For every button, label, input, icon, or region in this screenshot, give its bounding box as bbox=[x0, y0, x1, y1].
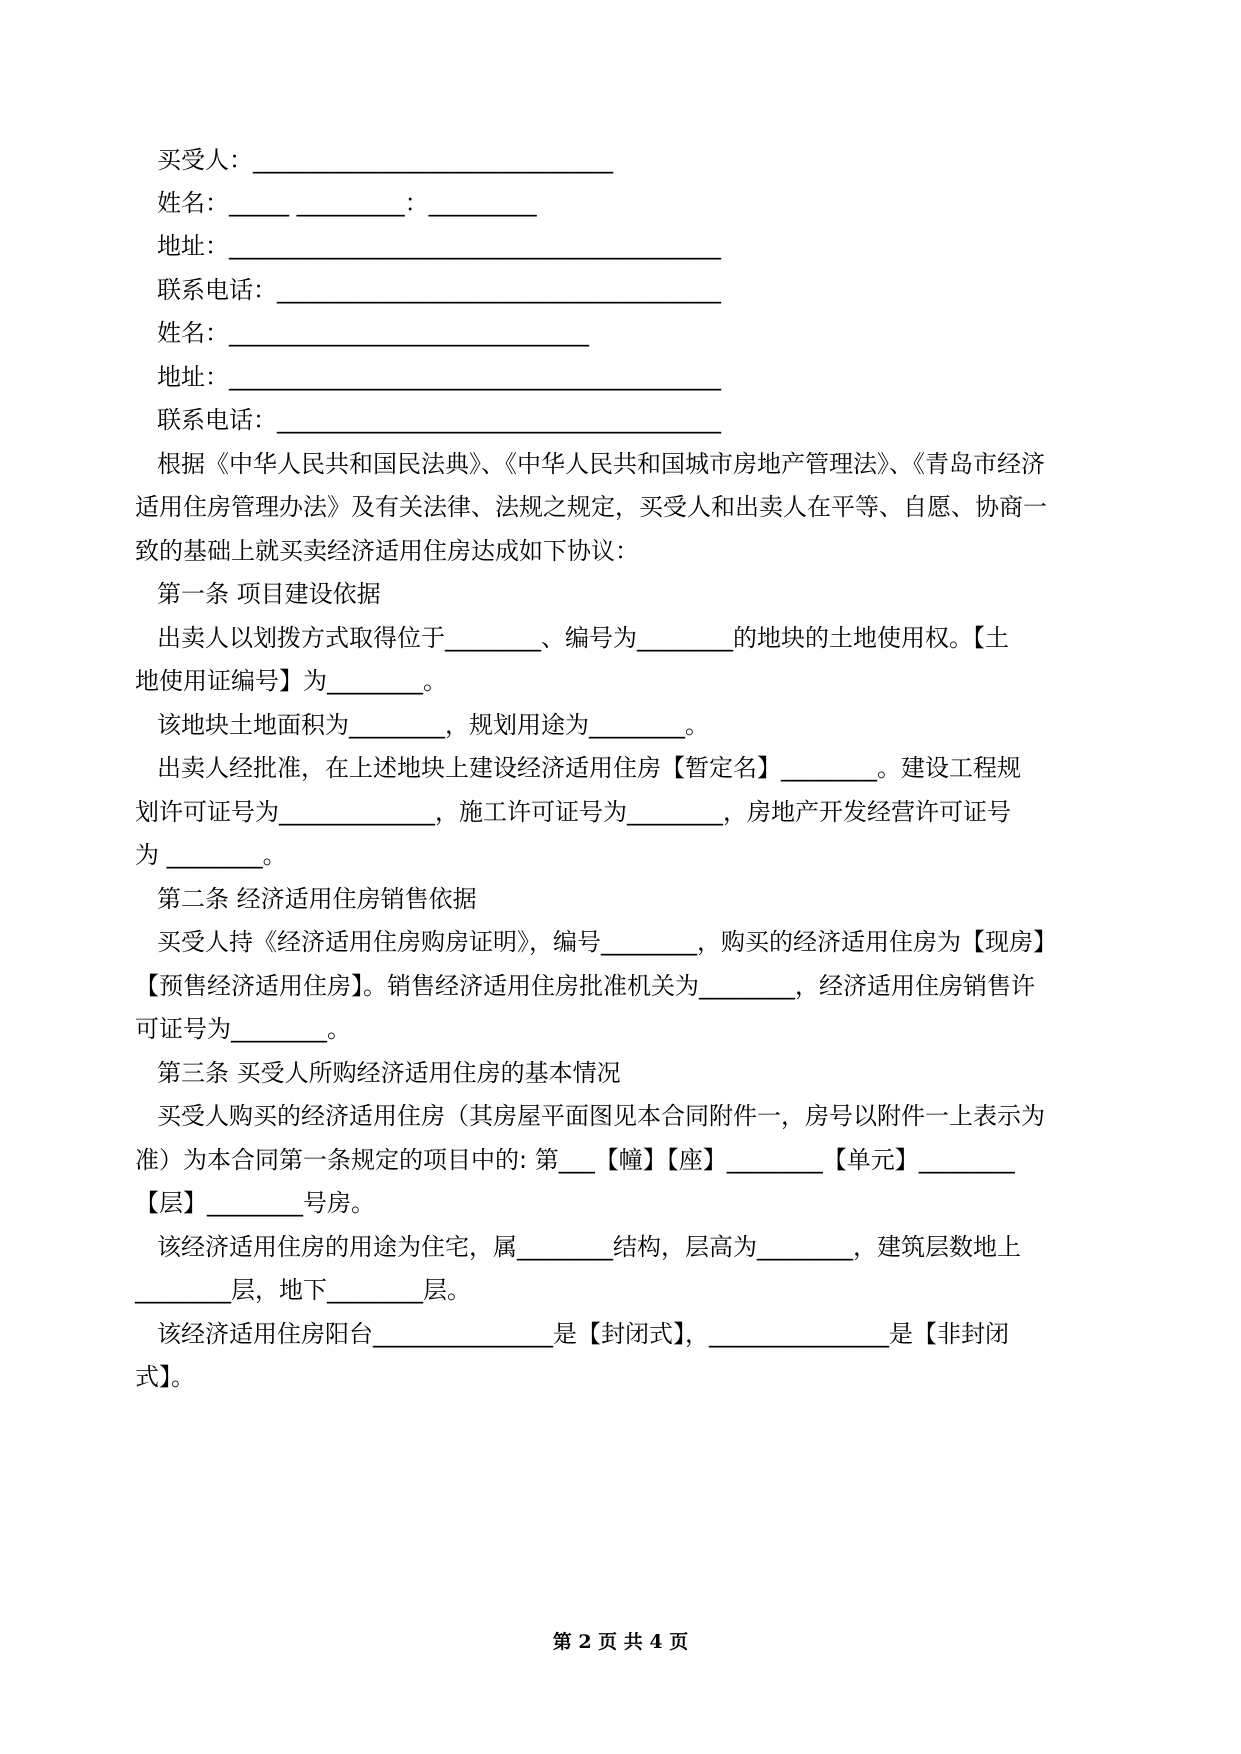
article-1-line-6: 为 ________。 bbox=[135, 841, 287, 869]
page-footer: 第 2 页 共 4 页 bbox=[552, 1631, 689, 1653]
article-3-line-4: 该经济适用住房的用途为住宅，属________结构，层高为________，建筑层数地上 bbox=[157, 1233, 1021, 1261]
field-phone-2: 联系电话：_____________________________________ bbox=[157, 406, 721, 434]
article-3-heading: 第三条 买受人所购经济适用住房的基本情况 bbox=[157, 1059, 621, 1087]
article-3-line-1: 买受人购买的经济适用住房（其房屋平面图见本合同附件一，房号以附件一上表示为 bbox=[157, 1102, 1045, 1130]
article-3-line-6: 该经济适用住房阳台_______________是【封闭式】，_______________是【非封闭 bbox=[157, 1320, 1009, 1348]
article-1-line-2: 地使用证编号】为________。 bbox=[135, 667, 447, 695]
article-2-line-2: 【预售经济适用住房】。销售经济适用住房批准机关为________，经济适用住房销售许 bbox=[135, 972, 1035, 1000]
field-name-1: 姓名：_____ _________：_________ bbox=[157, 189, 537, 217]
article-2-line-1: 买受人持《经济适用住房购房证明》，编号________，购买的经济适用住房为【现房】 bbox=[157, 928, 1057, 956]
article-3-line-7: 式】。 bbox=[135, 1363, 195, 1391]
field-address-1: 地址：_________________________________________ bbox=[157, 232, 721, 260]
article-2-heading: 第二条 经济适用住房销售依据 bbox=[157, 885, 477, 913]
field-phone-1: 联系电话：_____________________________________ bbox=[157, 276, 721, 304]
article-1-line-4: 出卖人经批准，在上述地块上建设经济适用住房【暂定名】________。建设工程规 bbox=[157, 754, 1021, 782]
article-3-line-5: ________层，地下________层。 bbox=[135, 1276, 471, 1304]
preamble-line-3: 致的基础上就买卖经济适用住房达成如下协议： bbox=[135, 537, 639, 565]
article-1-line-3: 该地块土地面积为________，规划用途为________。 bbox=[157, 711, 709, 739]
article-1-line-5: 划许可证号为_____________，施工许可证号为________，房地产开发经营许可证号 bbox=[135, 798, 1011, 826]
field-name-2: 姓名：______________________________ bbox=[157, 319, 589, 347]
preamble-line-1: 根据《中华人民共和国民法典》、《中华人民共和国城市房地产管理法》、《青岛市经济 bbox=[157, 450, 1045, 478]
field-address-2: 地址：_________________________________________ bbox=[157, 363, 721, 391]
preamble-line-2: 适用住房管理办法》及有关法律、法规之规定，买受人和出卖人在平等、自愿、协商一 bbox=[135, 493, 1047, 521]
article-3-line-3: 【层】________号房。 bbox=[135, 1189, 375, 1217]
article-3-line-2: 准）为本合同第一条规定的项目中的: 第___【幢】【座】________【单元】________ bbox=[135, 1146, 1015, 1174]
field-buyer: 买受人：______________________________ bbox=[157, 146, 613, 174]
article-2-line-3: 可证号为________。 bbox=[135, 1015, 351, 1043]
article-1-heading: 第一条 项目建设依据 bbox=[157, 580, 381, 608]
article-1-line-1: 出卖人以划拨方式取得位于________、编号为________的地块的土地使用权。【土 bbox=[157, 624, 1009, 652]
